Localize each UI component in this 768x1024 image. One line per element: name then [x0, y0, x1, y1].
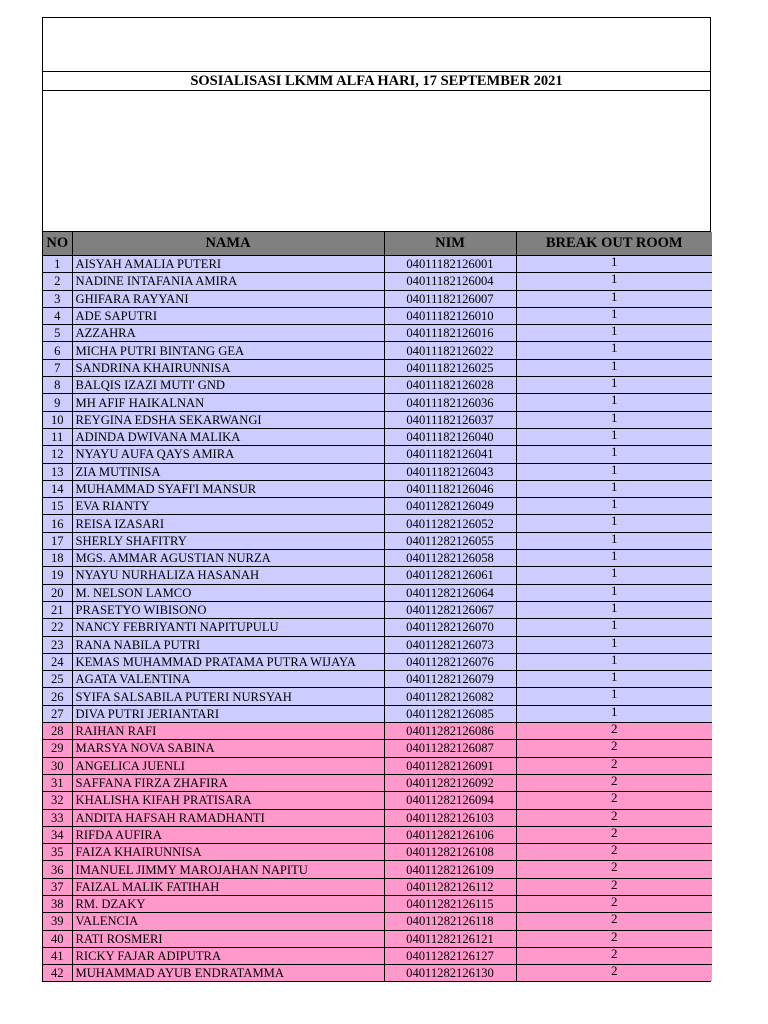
cell-room: 1 — [516, 325, 712, 342]
table-row — [43, 446, 712, 463]
table-row — [43, 342, 712, 359]
cell-nama: IMANUEL JIMMY MAROJAHAN NAPITU — [72, 861, 384, 878]
cell-nim: 04011182126041 — [384, 446, 516, 463]
cell-room: 2 — [516, 965, 712, 982]
table-row — [43, 774, 712, 791]
cell-room: 2 — [516, 774, 712, 791]
cell-no: 30 — [43, 757, 72, 774]
column-header-nama: NAMA — [72, 232, 384, 256]
cell-nim: 04011282126049 — [384, 498, 516, 515]
cell-room: 1 — [516, 688, 712, 705]
cell-room: 2 — [516, 809, 712, 826]
cell-nim: 04011282126092 — [384, 774, 516, 791]
cell-nim: 04011282126106 — [384, 826, 516, 843]
cell-room: 2 — [516, 723, 712, 740]
cell-nim: 04011282126082 — [384, 688, 516, 705]
document-title: SOSIALISASI LKMM ALFA HARI, 17 SEPTEMBER 2021 — [43, 72, 710, 91]
cell-room: 1 — [516, 307, 712, 324]
cell-nama: RM. DZAKY — [72, 895, 384, 912]
cell-nim: 04011282126070 — [384, 619, 516, 636]
cell-room: 1 — [516, 342, 712, 359]
cell-nama: MARSYA NOVA SABINA — [72, 740, 384, 757]
participant-table — [43, 232, 712, 981]
cell-nama: RATI ROSMERI — [72, 930, 384, 947]
blank-area — [43, 91, 710, 232]
cell-nama: EVA RIANTY — [72, 498, 384, 515]
table-row — [43, 705, 712, 722]
cell-nama: RANA NABILA PUTRI — [72, 636, 384, 653]
cell-nim: 04011182126046 — [384, 480, 516, 497]
cell-no: 27 — [43, 705, 72, 722]
table-row — [43, 895, 712, 912]
cell-no: 19 — [43, 567, 72, 584]
cell-nama: ZIA MUTINISA — [72, 463, 384, 480]
cell-nim: 04011182126010 — [384, 307, 516, 324]
column-header-no: NO — [43, 232, 72, 256]
table-header-row — [43, 232, 712, 256]
table-row — [43, 601, 712, 618]
cell-nim: 04011182126025 — [384, 359, 516, 376]
cell-room: 1 — [516, 428, 712, 445]
cell-nama: GHIFARA RAYYANI — [72, 290, 384, 307]
cell-no: 20 — [43, 584, 72, 601]
cell-no: 2 — [43, 273, 72, 290]
table-row — [43, 411, 712, 428]
cell-no: 1 — [43, 256, 72, 273]
cell-room: 2 — [516, 930, 712, 947]
cell-nama: MICHA PUTRI BINTANG GEA — [72, 342, 384, 359]
cell-no: 35 — [43, 844, 72, 861]
table-row — [43, 653, 712, 670]
cell-no: 5 — [43, 325, 72, 342]
cell-nim: 04011282126067 — [384, 601, 516, 618]
cell-nim: 04011282126109 — [384, 861, 516, 878]
cell-room: 2 — [516, 947, 712, 964]
cell-nama: RICKY FAJAR ADIPUTRA — [72, 947, 384, 964]
cell-no: 14 — [43, 480, 72, 497]
table-row — [43, 636, 712, 653]
cell-room: 1 — [516, 394, 712, 411]
column-header-room: BREAK OUT ROOM — [516, 232, 712, 256]
table-row — [43, 878, 712, 895]
cell-nama: VALENCIA — [72, 913, 384, 930]
cell-room: 1 — [516, 671, 712, 688]
cell-room: 1 — [516, 567, 712, 584]
cell-nama: FAIZA KHAIRUNNISA — [72, 844, 384, 861]
cell-nim: 04011182126016 — [384, 325, 516, 342]
cell-room: 1 — [516, 463, 712, 480]
table-row — [43, 290, 712, 307]
table-row — [43, 567, 712, 584]
cell-room: 1 — [516, 411, 712, 428]
cell-no: 39 — [43, 913, 72, 930]
table-body — [43, 256, 712, 982]
cell-nama: AGATA VALENTINA — [72, 671, 384, 688]
cell-room: 1 — [516, 532, 712, 549]
cell-no: 26 — [43, 688, 72, 705]
cell-room: 1 — [516, 446, 712, 463]
cell-room: 1 — [516, 705, 712, 722]
cell-nama: FAIZAL MALIK FATIHAH — [72, 878, 384, 895]
cell-nim: 04011282126103 — [384, 809, 516, 826]
cell-no: 11 — [43, 428, 72, 445]
attendance-sheet — [42, 17, 711, 982]
cell-nim: 04011282126094 — [384, 792, 516, 809]
cell-no: 6 — [43, 342, 72, 359]
cell-no: 42 — [43, 965, 72, 982]
cell-room: 2 — [516, 844, 712, 861]
table-row — [43, 723, 712, 740]
cell-nama: KHALISHA KIFAH PRATISARA — [72, 792, 384, 809]
cell-room: 2 — [516, 878, 712, 895]
cell-nama: NADINE INTAFANIA AMIRA — [72, 273, 384, 290]
table-row — [43, 965, 712, 982]
table-row — [43, 861, 712, 878]
cell-no: 3 — [43, 290, 72, 307]
table-row — [43, 498, 712, 515]
table-row — [43, 532, 712, 549]
cell-nama: ANDITA HAFSAH RAMADHANTI — [72, 809, 384, 826]
table-row — [43, 930, 712, 947]
table-row — [43, 688, 712, 705]
table-row — [43, 394, 712, 411]
table-row — [43, 480, 712, 497]
cell-no: 36 — [43, 861, 72, 878]
table-row — [43, 273, 712, 290]
cell-nim: 04011282126058 — [384, 550, 516, 567]
cell-no: 23 — [43, 636, 72, 653]
cell-nim: 04011282126073 — [384, 636, 516, 653]
cell-room: 1 — [516, 636, 712, 653]
cell-nim: 04011182126001 — [384, 256, 516, 273]
cell-room: 2 — [516, 757, 712, 774]
cell-nim: 04011282126076 — [384, 653, 516, 670]
table-row — [43, 947, 712, 964]
table-row — [43, 515, 712, 532]
cell-room: 1 — [516, 619, 712, 636]
cell-nama: SAFFANA FIRZA ZHAFIRA — [72, 774, 384, 791]
cell-no: 33 — [43, 809, 72, 826]
cell-nim: 04011282126052 — [384, 515, 516, 532]
cell-nama: DIVA PUTRI JERIANTARI — [72, 705, 384, 722]
cell-nim: 04011282126118 — [384, 913, 516, 930]
cell-nim: 04011182126007 — [384, 290, 516, 307]
table-row — [43, 307, 712, 324]
cell-no: 13 — [43, 463, 72, 480]
cell-room: 2 — [516, 861, 712, 878]
cell-nama: NYAYU AUFA QAYS AMIRA — [72, 446, 384, 463]
cell-no: 10 — [43, 411, 72, 428]
cell-nim: 04011282126085 — [384, 705, 516, 722]
cell-nama: AZZAHRA — [72, 325, 384, 342]
cell-no: 9 — [43, 394, 72, 411]
table-row — [43, 550, 712, 567]
cell-nim: 04011182126028 — [384, 377, 516, 394]
cell-nama: NANCY FEBRIYANTI NAPITUPULU — [72, 619, 384, 636]
cell-room: 1 — [516, 601, 712, 618]
cell-room: 2 — [516, 895, 712, 912]
cell-nim: 04011182126040 — [384, 428, 516, 445]
cell-room: 2 — [516, 826, 712, 843]
table-row — [43, 619, 712, 636]
cell-room: 1 — [516, 584, 712, 601]
cell-nama: ANGELICA JUENLI — [72, 757, 384, 774]
cell-no: 4 — [43, 307, 72, 324]
cell-nim: 04011282126112 — [384, 878, 516, 895]
cell-room: 2 — [516, 913, 712, 930]
cell-nama: REISA IZASARI — [72, 515, 384, 532]
column-header-nim: NIM — [384, 232, 516, 256]
table-row — [43, 359, 712, 376]
cell-nim: 04011282126091 — [384, 757, 516, 774]
cell-nama: SHERLY SHAFITRY — [72, 532, 384, 549]
cell-room: 2 — [516, 740, 712, 757]
cell-room: 1 — [516, 498, 712, 515]
table-row — [43, 792, 712, 809]
cell-room: 1 — [516, 256, 712, 273]
cell-no: 12 — [43, 446, 72, 463]
cell-no: 18 — [43, 550, 72, 567]
cell-nama: MUHAMMAD AYUB ENDRATAMMA — [72, 965, 384, 982]
cell-nama: M. NELSON LAMCO — [72, 584, 384, 601]
cell-nama: PRASETYO WIBISONO — [72, 601, 384, 618]
cell-room: 1 — [516, 480, 712, 497]
cell-no: 24 — [43, 653, 72, 670]
table-row — [43, 757, 712, 774]
cell-nim: 04011282126055 — [384, 532, 516, 549]
cell-nim: 04011182126037 — [384, 411, 516, 428]
table-row — [43, 463, 712, 480]
cell-no: 7 — [43, 359, 72, 376]
table-row — [43, 740, 712, 757]
cell-nama: MUHAMMAD SYAFI'I MANSUR — [72, 480, 384, 497]
cell-no: 41 — [43, 947, 72, 964]
cell-nama: KEMAS MUHAMMAD PRATAMA PUTRA WIJAYA — [72, 653, 384, 670]
cell-nama: RIFDA AUFIRA — [72, 826, 384, 843]
table-row — [43, 671, 712, 688]
cell-nim: 04011282126087 — [384, 740, 516, 757]
cell-nim: 04011182126022 — [384, 342, 516, 359]
cell-nim: 04011282126115 — [384, 895, 516, 912]
cell-nim: 04011282126130 — [384, 965, 516, 982]
cell-nama: BALQIS IZAZI MUTI' GND — [72, 377, 384, 394]
cell-room: 1 — [516, 273, 712, 290]
cell-nama: MGS. AMMAR AGUSTIAN NURZA — [72, 550, 384, 567]
cell-no: 28 — [43, 723, 72, 740]
cell-no: 32 — [43, 792, 72, 809]
table-row — [43, 584, 712, 601]
cell-nama: AISYAH AMALIA PUTERI — [72, 256, 384, 273]
cell-no: 38 — [43, 895, 72, 912]
cell-nim: 04011282126064 — [384, 584, 516, 601]
cell-nim: 04011282126121 — [384, 930, 516, 947]
cell-nim: 04011182126043 — [384, 463, 516, 480]
cell-no: 37 — [43, 878, 72, 895]
cell-no: 15 — [43, 498, 72, 515]
cell-no: 22 — [43, 619, 72, 636]
table-row — [43, 913, 712, 930]
cell-room: 1 — [516, 359, 712, 376]
table-row — [43, 377, 712, 394]
table-row — [43, 826, 712, 843]
table-row — [43, 428, 712, 445]
cell-nama: SANDRINA KHAIRUNNISA — [72, 359, 384, 376]
cell-nim: 04011282126086 — [384, 723, 516, 740]
cell-no: 16 — [43, 515, 72, 532]
cell-room: 1 — [516, 377, 712, 394]
cell-room: 2 — [516, 792, 712, 809]
cell-no: 40 — [43, 930, 72, 947]
cell-nim: 04011182126036 — [384, 394, 516, 411]
cell-nim: 04011282126061 — [384, 567, 516, 584]
cell-nama: RAIHAN RAFI — [72, 723, 384, 740]
cell-nama: MH AFIF HAIKALNAN — [72, 394, 384, 411]
cell-no: 29 — [43, 740, 72, 757]
table-row — [43, 256, 712, 273]
cell-no: 31 — [43, 774, 72, 791]
cell-nama: ADE SAPUTRI — [72, 307, 384, 324]
cell-no: 17 — [43, 532, 72, 549]
cell-no: 8 — [43, 377, 72, 394]
cell-nama: NYAYU NURHALIZA HASANAH — [72, 567, 384, 584]
cell-room: 1 — [516, 653, 712, 670]
cell-nim: 04011182126004 — [384, 273, 516, 290]
cell-no: 21 — [43, 601, 72, 618]
cell-nama: ADINDA DWIVANA MALIKA — [72, 428, 384, 445]
cell-room: 1 — [516, 550, 712, 567]
table-row — [43, 844, 712, 861]
cell-nim: 04011282126127 — [384, 947, 516, 964]
cell-no: 34 — [43, 826, 72, 843]
table-row — [43, 325, 712, 342]
cell-nama: REYGINA EDSHA SEKARWANGI — [72, 411, 384, 428]
cell-room: 1 — [516, 515, 712, 532]
cell-nim: 04011282126108 — [384, 844, 516, 861]
cell-room: 1 — [516, 290, 712, 307]
cell-nama: SYIFA SALSABILA PUTERI NURSYAH — [72, 688, 384, 705]
table-row — [43, 809, 712, 826]
header-blank-area — [43, 18, 710, 72]
cell-nim: 04011282126079 — [384, 671, 516, 688]
cell-no: 25 — [43, 671, 72, 688]
